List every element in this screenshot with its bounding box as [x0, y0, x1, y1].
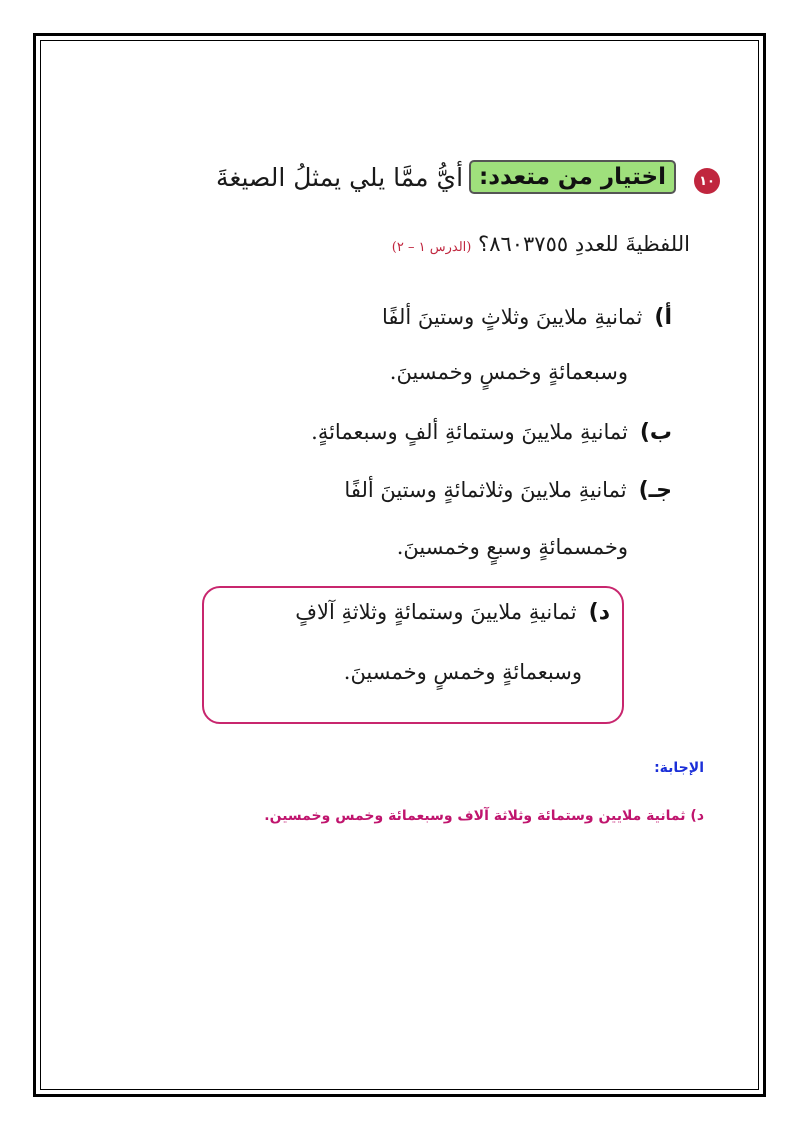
option-c-line2: وخمسمائةٍ وسبعٍ وخمسينَ. — [396, 535, 628, 559]
option-c-letter: جـ) — [638, 478, 672, 503]
option-d-line2: وسبعمائةٍ وخمسٍ وخمسينَ. — [343, 660, 582, 684]
question-stem-text-2: اللفظيةَ للعددِ ٨٦٠٣٧٥٥؟ — [478, 232, 690, 256]
option-b-letter: ب) — [639, 420, 672, 445]
option-a-letter: أ) — [654, 305, 672, 330]
page-border-inner — [40, 40, 759, 1090]
option-d-continued — [344, 660, 582, 684]
question-type-label: اختيار من متعدد: — [469, 160, 676, 194]
option-b[interactable] — [311, 420, 672, 445]
option-a[interactable] — [382, 305, 672, 330]
option-a-line2: وسبعمائةٍ وخمسٍ وخمسينَ. — [389, 360, 628, 384]
answer-heading: الإجابة: — [654, 760, 704, 776]
lesson-reference: (الدرس ١ – ٢) — [391, 240, 472, 255]
option-c-continued — [397, 535, 628, 559]
option-d-letter: د) — [588, 600, 610, 625]
option-d[interactable] — [295, 600, 610, 625]
option-b-line1: ثمانيةِ ملايينَ وستمائةِ ألفٍ وسبعمائةٍ. — [311, 420, 628, 444]
question-stem-line2 — [392, 232, 690, 256]
question-stem-line1 — [216, 160, 676, 194]
option-a-line1: ثمانيةِ ملايينَ وثلاثٍ وستينَ ألفًا — [381, 305, 643, 329]
option-a-continued — [390, 360, 628, 384]
question-number-badge: ١٠ — [694, 168, 720, 194]
option-c[interactable] — [344, 478, 672, 503]
option-c-line1: ثمانيةِ ملايينَ وثلاثمائةٍ وستينَ ألفًا — [344, 478, 627, 502]
option-d-line1: ثمانيةِ ملايينَ وستمائةٍ وثلاثةِ آلافٍ — [295, 600, 577, 624]
answer-text: د) ثمانية ملايين وستمائة وثلاثة آلاف وسبعمائة وخمس وخمسين. — [264, 808, 704, 824]
question-stem-text: أيُّ ممَّا يلي يمثلُ الصيغةَ — [216, 162, 464, 192]
